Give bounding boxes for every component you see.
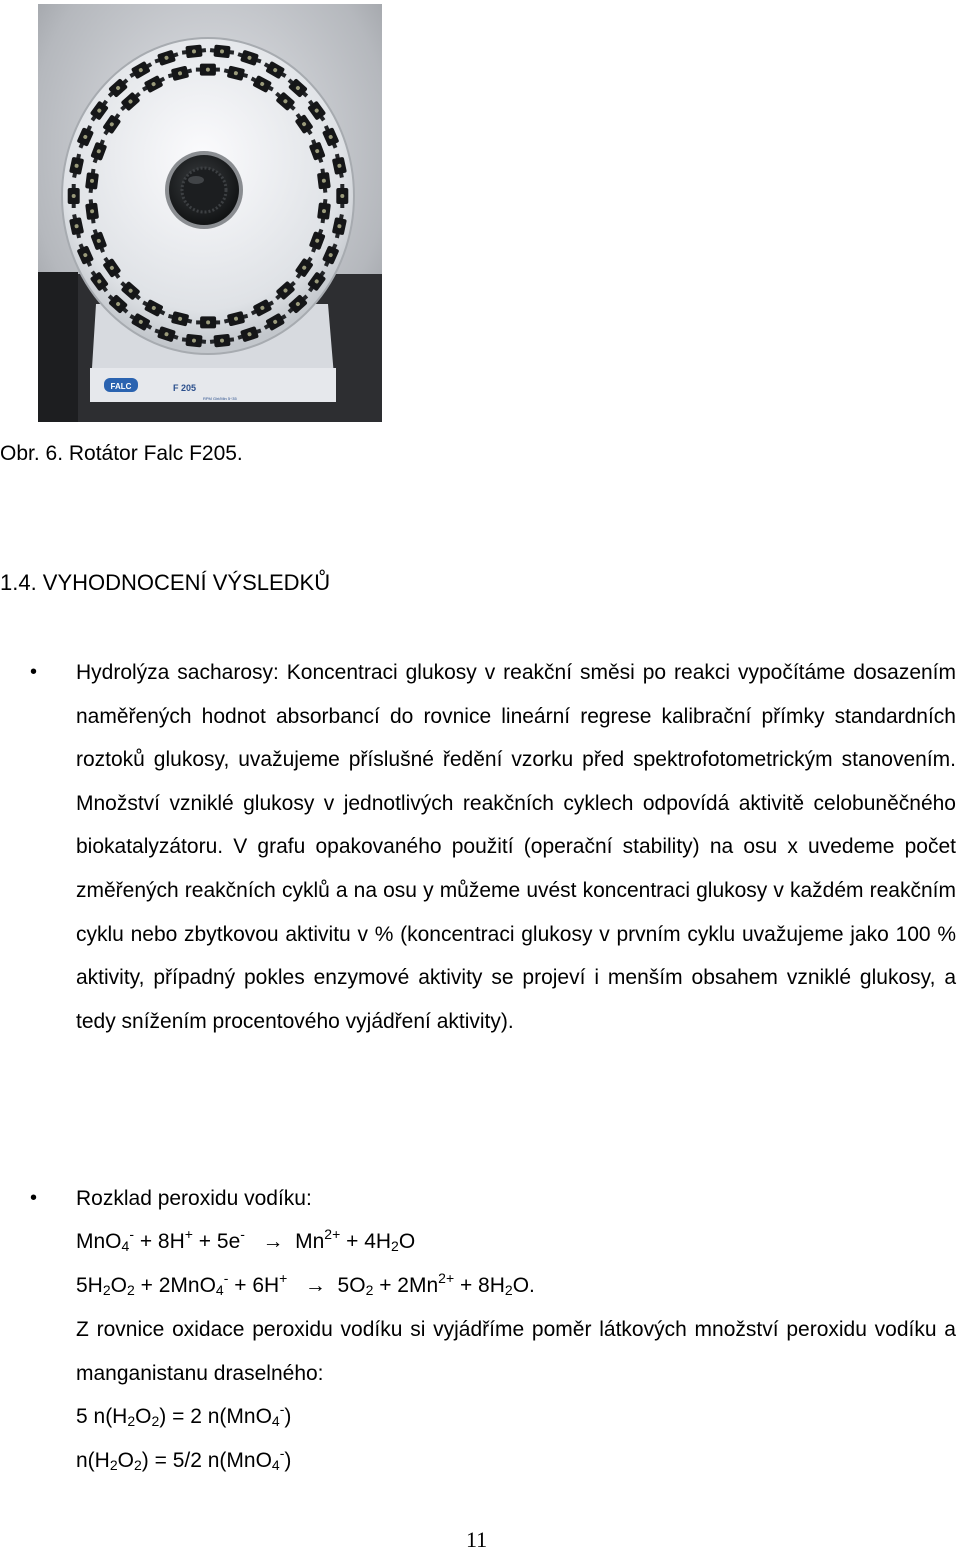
rpm-label: RPM Giri/Min 5÷35 <box>203 396 237 401</box>
figure-caption: Obr. 6. Rotátor Falc F205. <box>0 442 243 465</box>
brand-label: FALC <box>110 382 132 391</box>
equation-3: 5 $n(H_2O_2) = 2$ n(MnO$_4$-) <box>76 1401 292 1429</box>
reaction-arrow: → <box>262 1230 284 1253</box>
equation-2: $5H_2O_2 + 2MnO_4^- + 6H^+$ → $5O_2 + 2Mn^{2+} + 8H_2O$. <box>76 1270 535 1298</box>
peroxide-title: Rozklad peroxidu vodíku: <box>76 1187 312 1210</box>
ratio-paragraph: Z rovnice oxidace peroxidu vodíku si vyjádříme poměr látkových množství peroxidu vodíku a manganistanu draselného: <box>76 1318 956 1385</box>
reaction-arrow: → <box>304 1274 326 1297</box>
hydrolysis-paragraph: Hydrolýza sacharosy: Koncentraci glukosy v reakční směsi po reakci vypočítáme dosazením naměřených hodnot absorbancí do rovnice lineární regrese kalibrační přímky standardních roztoků glukosy, uvažujeme příslušné ředění vzorku před spektrofotometrickým stanovením. Množství vzniklé glukosy v jednotlivých reakčních cyklech odpovídá aktivitě celobuněčného biokatalyzátoru. V grafu opakovaného použití (operační stability) na osu x uvedeme počet změřených reakčních cyklů a na osu y můžeme uvést koncentraci glukosy v každém reakčním cyklu nebo zbytkovou aktivitu v % (koncentraci glukosy v prvním cyklu uvažujeme jako 100 % aktivity, případný pokles enzymové aktivity se projeví i menším obsahem vzniklé glukosy, a tedy snížením procentového vyjádření aktivity). <box>76 661 956 1033</box>
equation-4: $n(H_2O_2) = 5/2$ n(MnO$_4$-) <box>76 1445 292 1473</box>
section-heading: 1.4. VYHODNOCENÍ VÝSLEDKŮ <box>0 570 331 595</box>
bullet-icon: • <box>30 661 38 683</box>
page-number: 11 <box>466 1527 488 1552</box>
model-label: F 205 <box>173 383 197 393</box>
rotator-photo <box>38 4 382 422</box>
bullet-icon: • <box>30 1187 38 1209</box>
equation-1: MnO$_4$- + 8H+ + 5e- → $Mn^{2+} + 4H_2O$ <box>76 1226 416 1254</box>
